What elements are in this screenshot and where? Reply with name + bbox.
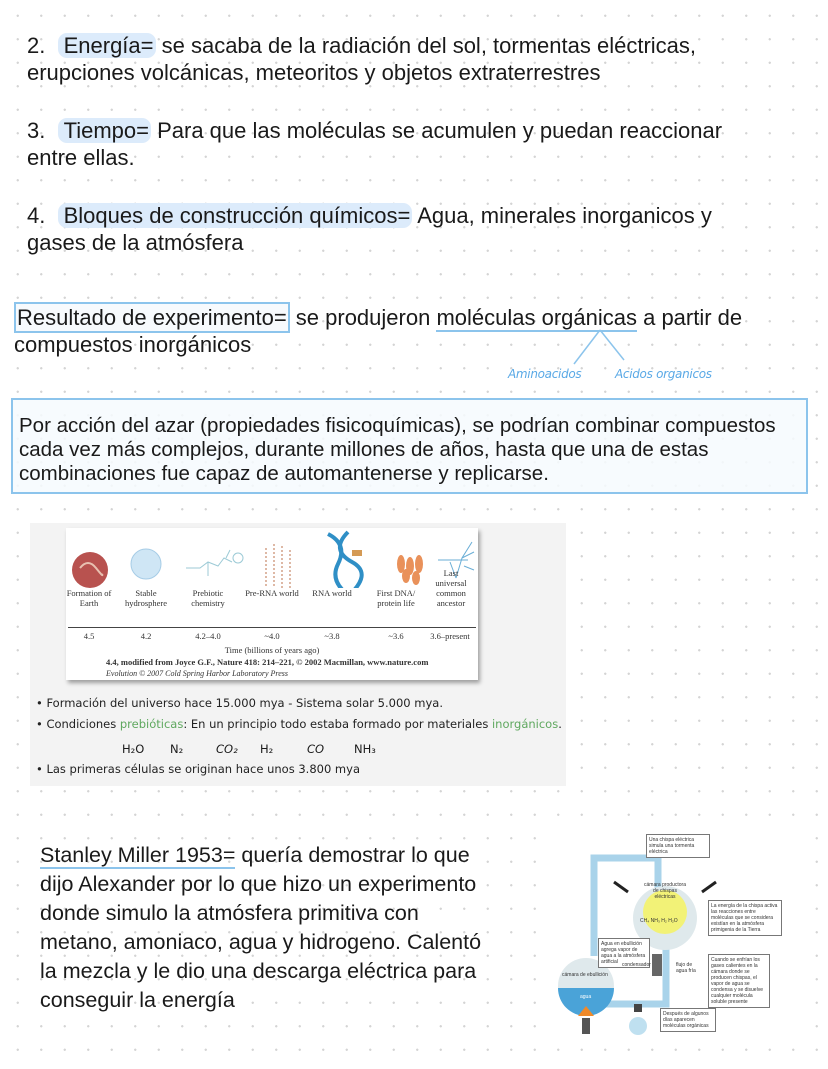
azar-text: combinaciones fue capaz de automantenerse y replicarse. <box>19 462 549 485</box>
molecule: H₂O <box>122 742 145 756</box>
green-term: inorgánicos <box>491 717 559 731</box>
item-tiempo <box>27 117 722 171</box>
figure-credit: 4.4, modified from Joyce G.F., Nature 418: 214–221, © 2002 Macmillan, www.nature.com <box>106 657 429 667</box>
branch-lines <box>560 328 640 368</box>
green-term: prebióticas <box>119 717 184 731</box>
stage-label: RNA world <box>312 588 352 598</box>
molecule: N₂ <box>170 742 184 756</box>
miller-text: conseguir la energía <box>40 988 235 1012</box>
item-energia <box>27 32 696 86</box>
callout-energy: La energía de la chispa activa las reacciones entre moléculas que se considera existían en la atmósfera primigenia de la Tierra <box>708 900 782 936</box>
hydrosphere-icon <box>131 549 161 579</box>
label-boiling-chamber: cámara de ebullición <box>562 972 608 978</box>
result-term-box: Resultado de experimento= <box>14 302 290 333</box>
stage-label: Last universal common ancestor <box>435 568 467 608</box>
azar-text: Por acción del azar (propiedades fisicoquímicas), se podrían combinar compuestos <box>19 414 776 437</box>
miller-text: donde simulo la atmósfera primitiva con <box>40 901 419 925</box>
miller-paragraph <box>40 841 481 1015</box>
tick-label: 4.5 <box>83 631 95 641</box>
result-text: a partir de <box>636 305 743 330</box>
stage-label: Prebiotic chemistry <box>191 588 225 608</box>
item-text: entre ellas. <box>27 145 135 170</box>
item-bloques <box>27 202 712 256</box>
item-text: erupciones volcánicas, meteoritos y objetos extraterrestres <box>27 60 601 85</box>
result-text: se produjeron <box>289 305 437 330</box>
prebiotic-molecule-icon <box>186 550 243 576</box>
branch-label-acidos: Acidos organicos <box>615 367 712 381</box>
label-water: agua <box>580 994 592 1000</box>
bullet-text: Las primeras células se originan hace unos 3.800 mya <box>46 762 360 776</box>
branch-label-aminoacidos: Aminoacidos <box>508 367 582 381</box>
term-highlight: Tiempo= <box>58 118 151 143</box>
result-text: compuestos inorgánicos <box>14 332 252 357</box>
azar-box <box>11 398 808 494</box>
earth-icon <box>72 552 108 588</box>
stage-label: Pre-RNA world <box>245 588 299 598</box>
stage-label: Formation of Earth <box>66 588 112 608</box>
bullet-text: Condiciones <box>46 717 120 731</box>
molecule: CO <box>307 742 325 756</box>
miller-text: la mezcla y le dio una descarga eléctrica para <box>40 959 477 983</box>
callout-condense: Cuando se enfrían los gases calientes en la cámara donde se producen chispas, el vapor de agua se condensa y se disuelve cualquier molécula soluble presente <box>708 954 770 1008</box>
axis-title: Time (billions of years ago) <box>224 645 320 655</box>
tick-label: 4.2–4.0 <box>195 631 221 641</box>
label-gases: CH₄ NH₃ H₂ H₂O <box>640 918 678 924</box>
tick-label: ~3.6 <box>388 631 404 641</box>
label-cold-water: flujo de agua fría <box>676 962 696 974</box>
term-highlight: Bloques de construcción químicos= <box>58 203 413 228</box>
label-condenser: condensador <box>622 962 651 968</box>
timeline-axis <box>68 627 476 628</box>
dna-protein-cell-icon <box>397 555 423 585</box>
bullet-text: . <box>558 717 562 731</box>
stage-label: First DNA/ protein life <box>376 588 416 608</box>
bullet-first-cells: • Las primeras células se originan hace unos 3.800 mya <box>36 762 360 776</box>
item-text: se sacaba de la radiación del sol, tormentas eléctricas, <box>155 33 697 58</box>
origin-of-life-slide <box>30 523 566 786</box>
item-text: Para que las moléculas se acumulen y puedan reaccionar <box>150 118 723 143</box>
callout-spark: Una chispa eléctrica simula una tormenta eléctrica <box>646 834 710 858</box>
molecule: NH₃ <box>354 742 376 756</box>
miller-text: quería demostrar lo que <box>235 843 470 867</box>
miller-text: metano, amoniaco, agua y hidrogeno. Calentó <box>40 930 482 954</box>
label-spark-chamber: cámara productora de chispas eléctricas <box>644 882 686 900</box>
timeline-figure <box>66 528 478 680</box>
term-highlight: Energía= <box>58 33 156 58</box>
stage-label: Stable hydrosphere <box>124 588 167 608</box>
bullet-prebiotic: • Condiciones prebióticas: En un principio todo estaba formado por materiales inorgánicos. <box>36 717 562 731</box>
bullet-text: Formación del universo hace 15.000 mya - Sistema solar 5.000 mya. <box>46 696 443 710</box>
tick-label: ~3.8 <box>324 631 340 641</box>
miller-text: dijo Alexander por lo que hizo un experimento <box>40 872 477 896</box>
rna-helix-icon <box>328 532 362 588</box>
miller-experiment-diagram <box>548 826 804 1036</box>
tick-label: ~4.0 <box>264 631 280 641</box>
item-text: gases de la atmósfera <box>27 230 244 255</box>
azar-text: cada vez más complejos, durante millones de años, hasta que una de estas <box>19 438 709 461</box>
figure-credit: Evolution © 2007 Cold Spring Harbor Laboratory Press <box>106 669 289 678</box>
callout-boiling: Agua en ebullición agrega vapor de agua a la atmósfera artificial <box>598 938 650 968</box>
tick-label: 4.2 <box>140 631 152 641</box>
item-number: 2. <box>27 33 46 58</box>
pre-rna-icon <box>266 544 290 588</box>
miller-term: Stanley Miller 1953= <box>40 843 236 867</box>
item-number: 4. <box>27 203 46 228</box>
tick-label: 3.6–present <box>430 631 470 641</box>
item-number: 3. <box>27 118 46 143</box>
callout-organic: Después de algunos días aparecen moléculas orgánicas <box>660 1008 716 1032</box>
timeline-illustrations <box>66 528 478 588</box>
bullet-text: : En un principio todo estaba formado por materiales <box>183 717 492 731</box>
molecule: CO₂ <box>216 742 238 756</box>
molecule: H₂ <box>260 742 274 756</box>
bullet-universe: • Formación del universo hace 15.000 mya - Sistema solar 5.000 mya. <box>36 696 443 710</box>
underlined-term: moléculas orgánicas <box>436 305 637 330</box>
item-text: Agua, minerales inorganicos y <box>412 203 712 228</box>
